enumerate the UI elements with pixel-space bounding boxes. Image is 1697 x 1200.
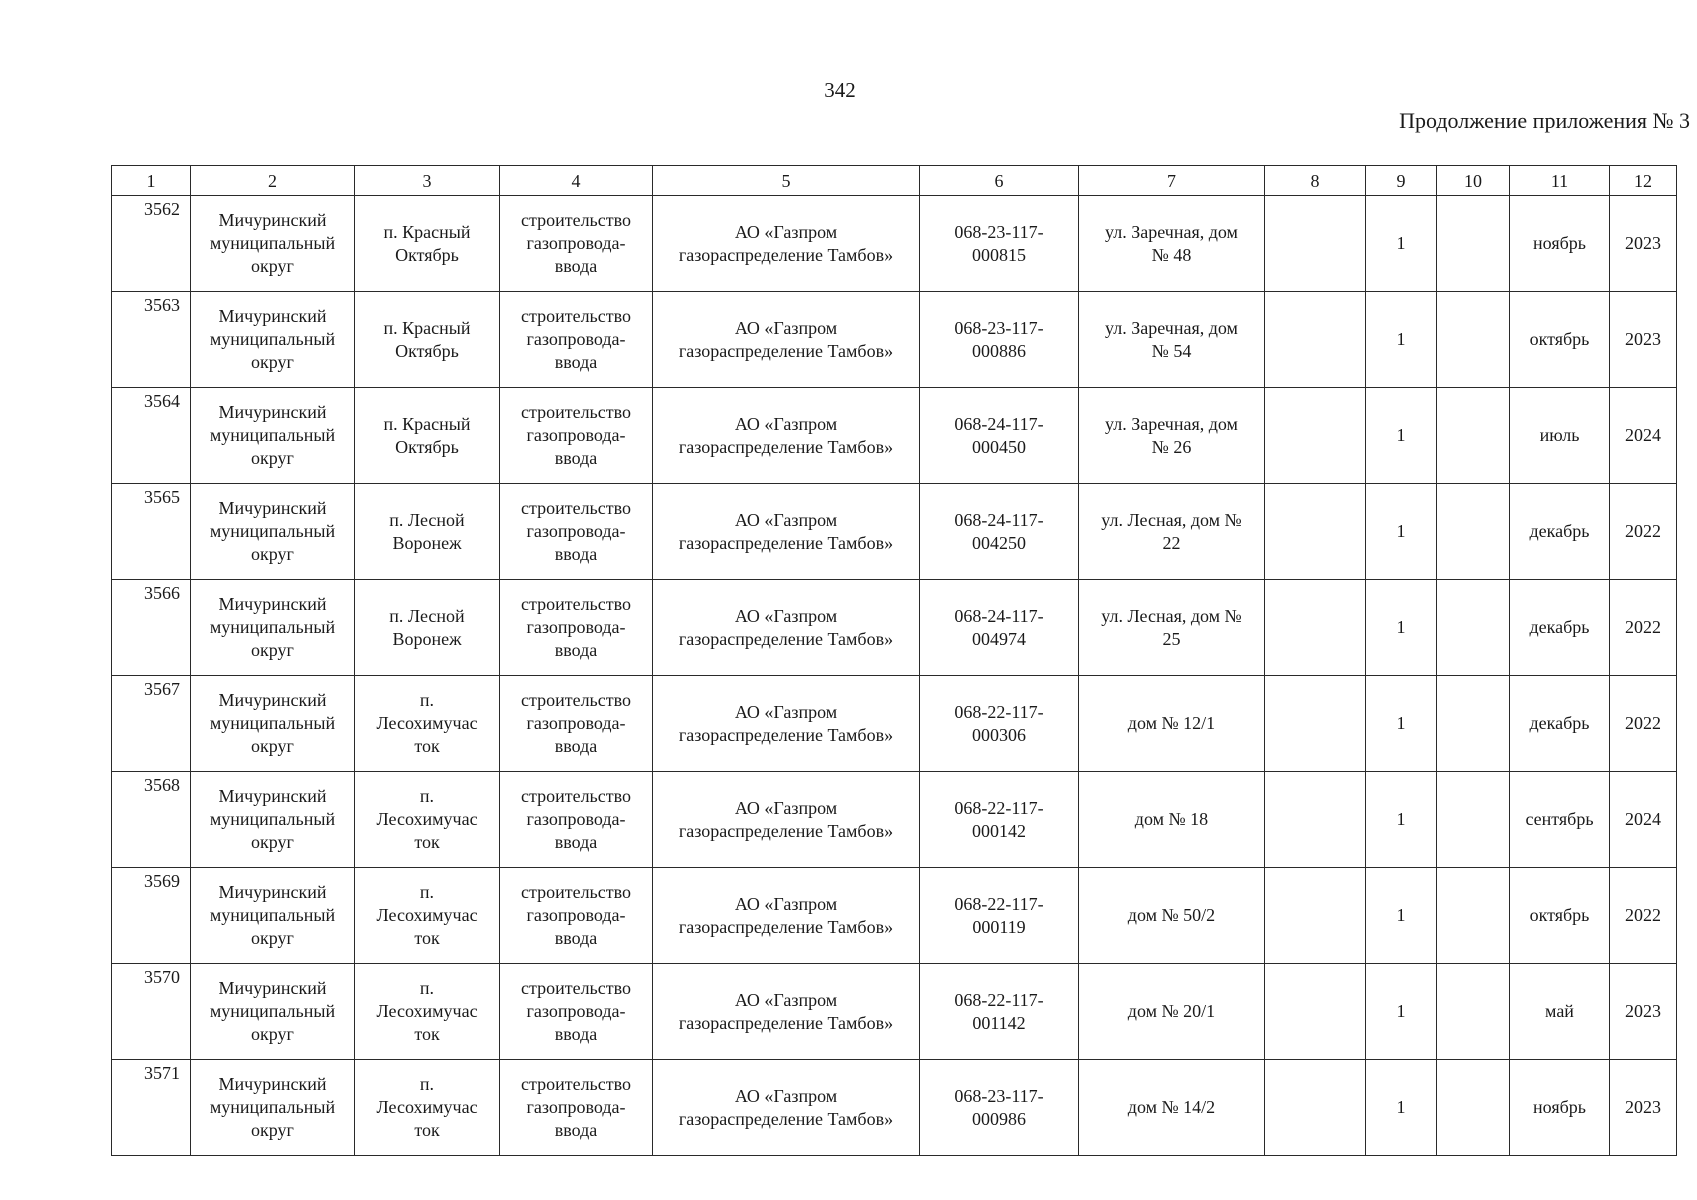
settlement-cell: п. Лесной Воронеж bbox=[355, 580, 500, 676]
month-cell: октябрь bbox=[1510, 868, 1610, 964]
address-cell: дом № 20/1 bbox=[1079, 964, 1265, 1060]
object-code-cell: 068-24-117- 004974 bbox=[920, 580, 1079, 676]
year-cell: 2022 bbox=[1610, 484, 1677, 580]
column-10-cell bbox=[1437, 388, 1510, 484]
column-8-cell bbox=[1265, 964, 1366, 1060]
month-cell: декабрь bbox=[1510, 580, 1610, 676]
column-8-cell bbox=[1265, 388, 1366, 484]
settlement-cell: п. Лесохимучас ток bbox=[355, 1060, 500, 1156]
settlement-cell: п. Лесохимучас ток bbox=[355, 772, 500, 868]
row-number-cell: 3566 bbox=[112, 580, 191, 676]
object-code-cell: 068-24-117- 000450 bbox=[920, 388, 1079, 484]
quantity-cell: 1 bbox=[1366, 772, 1437, 868]
table-row bbox=[112, 484, 1677, 580]
object-code-cell: 068-23-117- 000815 bbox=[920, 196, 1079, 292]
column-10-cell bbox=[1437, 868, 1510, 964]
page-number: 342 bbox=[824, 78, 856, 102]
month-cell: ноябрь bbox=[1510, 196, 1610, 292]
object-code-cell: 068-22-117- 001142 bbox=[920, 964, 1079, 1060]
district-cell: Мичуринский муниципальный округ bbox=[191, 868, 355, 964]
year-cell: 2023 bbox=[1610, 196, 1677, 292]
column-header-7: 7 bbox=[1079, 166, 1265, 196]
column-10-cell bbox=[1437, 484, 1510, 580]
district-cell: Мичуринский муниципальный округ bbox=[191, 676, 355, 772]
column-10-cell bbox=[1437, 1060, 1510, 1156]
settlement-cell: п. Лесохимучас ток bbox=[355, 676, 500, 772]
address-cell: ул. Лесная, дом № 25 bbox=[1079, 580, 1265, 676]
month-cell: ноябрь bbox=[1510, 1060, 1610, 1156]
address-cell: ул. Заречная, дом № 48 bbox=[1079, 196, 1265, 292]
address-cell: дом № 12/1 bbox=[1079, 676, 1265, 772]
year-cell: 2022 bbox=[1610, 580, 1677, 676]
district-cell: Мичуринский муниципальный округ bbox=[191, 196, 355, 292]
column-header-2: 2 bbox=[191, 166, 355, 196]
column-header-6: 6 bbox=[920, 166, 1079, 196]
organization-cell: АО «Газпром газораспределение Тамбов» bbox=[653, 388, 920, 484]
settlement-cell: п. Красный Октябрь bbox=[355, 292, 500, 388]
table-row bbox=[112, 196, 1677, 292]
object-code-cell: 068-23-117- 000986 bbox=[920, 1060, 1079, 1156]
month-cell: май bbox=[1510, 964, 1610, 1060]
column-header-10: 10 bbox=[1437, 166, 1510, 196]
column-10-cell bbox=[1437, 292, 1510, 388]
organization-cell: АО «Газпром газораспределение Тамбов» bbox=[653, 1060, 920, 1156]
column-header-12: 12 bbox=[1610, 166, 1677, 196]
year-cell: 2024 bbox=[1610, 388, 1677, 484]
organization-cell: АО «Газпром газораспределение Тамбов» bbox=[653, 868, 920, 964]
quantity-cell: 1 bbox=[1366, 484, 1437, 580]
column-8-cell bbox=[1265, 868, 1366, 964]
work-type-cell: строительство газопровода- ввода bbox=[500, 772, 653, 868]
quantity-cell: 1 bbox=[1366, 1060, 1437, 1156]
district-cell: Мичуринский муниципальный округ bbox=[191, 388, 355, 484]
row-number-cell: 3567 bbox=[112, 676, 191, 772]
quantity-cell: 1 bbox=[1366, 196, 1437, 292]
object-code-cell: 068-22-117- 000119 bbox=[920, 868, 1079, 964]
work-type-cell: строительство газопровода- ввода bbox=[500, 388, 653, 484]
column-10-cell bbox=[1437, 772, 1510, 868]
column-10-cell bbox=[1437, 580, 1510, 676]
table-row bbox=[112, 964, 1677, 1060]
column-header-4: 4 bbox=[500, 166, 653, 196]
address-cell: ул. Заречная, дом № 26 bbox=[1079, 388, 1265, 484]
work-type-cell: строительство газопровода- ввода bbox=[500, 484, 653, 580]
column-10-cell bbox=[1437, 196, 1510, 292]
object-code-cell: 068-22-117- 000142 bbox=[920, 772, 1079, 868]
object-code-cell: 068-23-117- 000886 bbox=[920, 292, 1079, 388]
header-row bbox=[112, 166, 1677, 196]
quantity-cell: 1 bbox=[1366, 868, 1437, 964]
organization-cell: АО «Газпром газораспределение Тамбов» bbox=[653, 580, 920, 676]
work-type-cell: строительство газопровода- ввода bbox=[500, 580, 653, 676]
organization-cell: АО «Газпром газораспределение Тамбов» bbox=[653, 292, 920, 388]
month-cell: сентябрь bbox=[1510, 772, 1610, 868]
month-cell: декабрь bbox=[1510, 676, 1610, 772]
row-number-cell: 3571 bbox=[112, 1060, 191, 1156]
organization-cell: АО «Газпром газораспределение Тамбов» bbox=[653, 676, 920, 772]
organization-cell: АО «Газпром газораспределение Тамбов» bbox=[653, 484, 920, 580]
quantity-cell: 1 bbox=[1366, 580, 1437, 676]
district-cell: Мичуринский муниципальный округ bbox=[191, 292, 355, 388]
district-cell: Мичуринский муниципальный округ bbox=[191, 580, 355, 676]
organization-cell: АО «Газпром газораспределение Тамбов» bbox=[653, 196, 920, 292]
column-header-5: 5 bbox=[653, 166, 920, 196]
quantity-cell: 1 bbox=[1366, 676, 1437, 772]
district-cell: Мичуринский муниципальный округ bbox=[191, 964, 355, 1060]
year-cell: 2023 bbox=[1610, 292, 1677, 388]
appendix-continuation-label: Продолжение приложения № 3 bbox=[1399, 108, 1690, 133]
column-header-9: 9 bbox=[1366, 166, 1437, 196]
address-cell: ул. Лесная, дом № 22 bbox=[1079, 484, 1265, 580]
quantity-cell: 1 bbox=[1366, 388, 1437, 484]
row-number-cell: 3568 bbox=[112, 772, 191, 868]
column-8-cell bbox=[1265, 196, 1366, 292]
settlement-cell: п. Лесной Воронеж bbox=[355, 484, 500, 580]
year-cell: 2023 bbox=[1610, 964, 1677, 1060]
quantity-cell: 1 bbox=[1366, 292, 1437, 388]
table-row bbox=[112, 868, 1677, 964]
district-cell: Мичуринский муниципальный округ bbox=[191, 484, 355, 580]
address-cell: ул. Заречная, дом № 54 bbox=[1079, 292, 1265, 388]
district-cell: Мичуринский муниципальный округ bbox=[191, 772, 355, 868]
table-row bbox=[112, 676, 1677, 772]
month-cell: июль bbox=[1510, 388, 1610, 484]
settlement-cell: п. Лесохимучас ток bbox=[355, 868, 500, 964]
column-header-8: 8 bbox=[1265, 166, 1366, 196]
table-row bbox=[112, 1060, 1677, 1156]
month-cell: октябрь bbox=[1510, 292, 1610, 388]
column-8-cell bbox=[1265, 580, 1366, 676]
year-cell: 2024 bbox=[1610, 772, 1677, 868]
work-type-cell: строительство газопровода- ввода bbox=[500, 1060, 653, 1156]
row-number-cell: 3564 bbox=[112, 388, 191, 484]
work-type-cell: строительство газопровода- ввода bbox=[500, 676, 653, 772]
district-cell: Мичуринский муниципальный округ bbox=[191, 1060, 355, 1156]
row-number-cell: 3565 bbox=[112, 484, 191, 580]
table-row bbox=[112, 292, 1677, 388]
column-8-cell bbox=[1265, 484, 1366, 580]
table-row bbox=[112, 580, 1677, 676]
row-number-cell: 3570 bbox=[112, 964, 191, 1060]
object-code-cell: 068-24-117- 004250 bbox=[920, 484, 1079, 580]
settlement-cell: п. Красный Октябрь bbox=[355, 388, 500, 484]
column-8-cell bbox=[1265, 676, 1366, 772]
column-10-cell bbox=[1437, 964, 1510, 1060]
column-header-1: 1 bbox=[112, 166, 191, 196]
column-10-cell bbox=[1437, 676, 1510, 772]
work-type-cell: строительство газопровода- ввода bbox=[500, 292, 653, 388]
address-cell: дом № 50/2 bbox=[1079, 868, 1265, 964]
work-type-cell: строительство газопровода- ввода bbox=[500, 964, 653, 1060]
month-cell: декабрь bbox=[1510, 484, 1610, 580]
registry-table bbox=[111, 165, 1677, 1156]
column-header-3: 3 bbox=[355, 166, 500, 196]
column-8-cell bbox=[1265, 772, 1366, 868]
address-cell: дом № 14/2 bbox=[1079, 1060, 1265, 1156]
address-cell: дом № 18 bbox=[1079, 772, 1265, 868]
table-row bbox=[112, 388, 1677, 484]
object-code-cell: 068-22-117- 000306 bbox=[920, 676, 1079, 772]
column-header-11: 11 bbox=[1510, 166, 1610, 196]
row-number-cell: 3563 bbox=[112, 292, 191, 388]
work-type-cell: строительство газопровода- ввода bbox=[500, 868, 653, 964]
settlement-cell: п. Лесохимучас ток bbox=[355, 964, 500, 1060]
settlement-cell: п. Красный Октябрь bbox=[355, 196, 500, 292]
row-number-cell: 3569 bbox=[112, 868, 191, 964]
table-row bbox=[112, 772, 1677, 868]
year-cell: 2022 bbox=[1610, 676, 1677, 772]
column-8-cell bbox=[1265, 1060, 1366, 1156]
quantity-cell: 1 bbox=[1366, 964, 1437, 1060]
table-body bbox=[112, 196, 1677, 1156]
organization-cell: АО «Газпром газораспределение Тамбов» bbox=[653, 772, 920, 868]
organization-cell: АО «Газпром газораспределение Тамбов» bbox=[653, 964, 920, 1060]
year-cell: 2023 bbox=[1610, 1060, 1677, 1156]
row-number-cell: 3562 bbox=[112, 196, 191, 292]
year-cell: 2022 bbox=[1610, 868, 1677, 964]
column-8-cell bbox=[1265, 292, 1366, 388]
work-type-cell: строительство газопровода- ввода bbox=[500, 196, 653, 292]
